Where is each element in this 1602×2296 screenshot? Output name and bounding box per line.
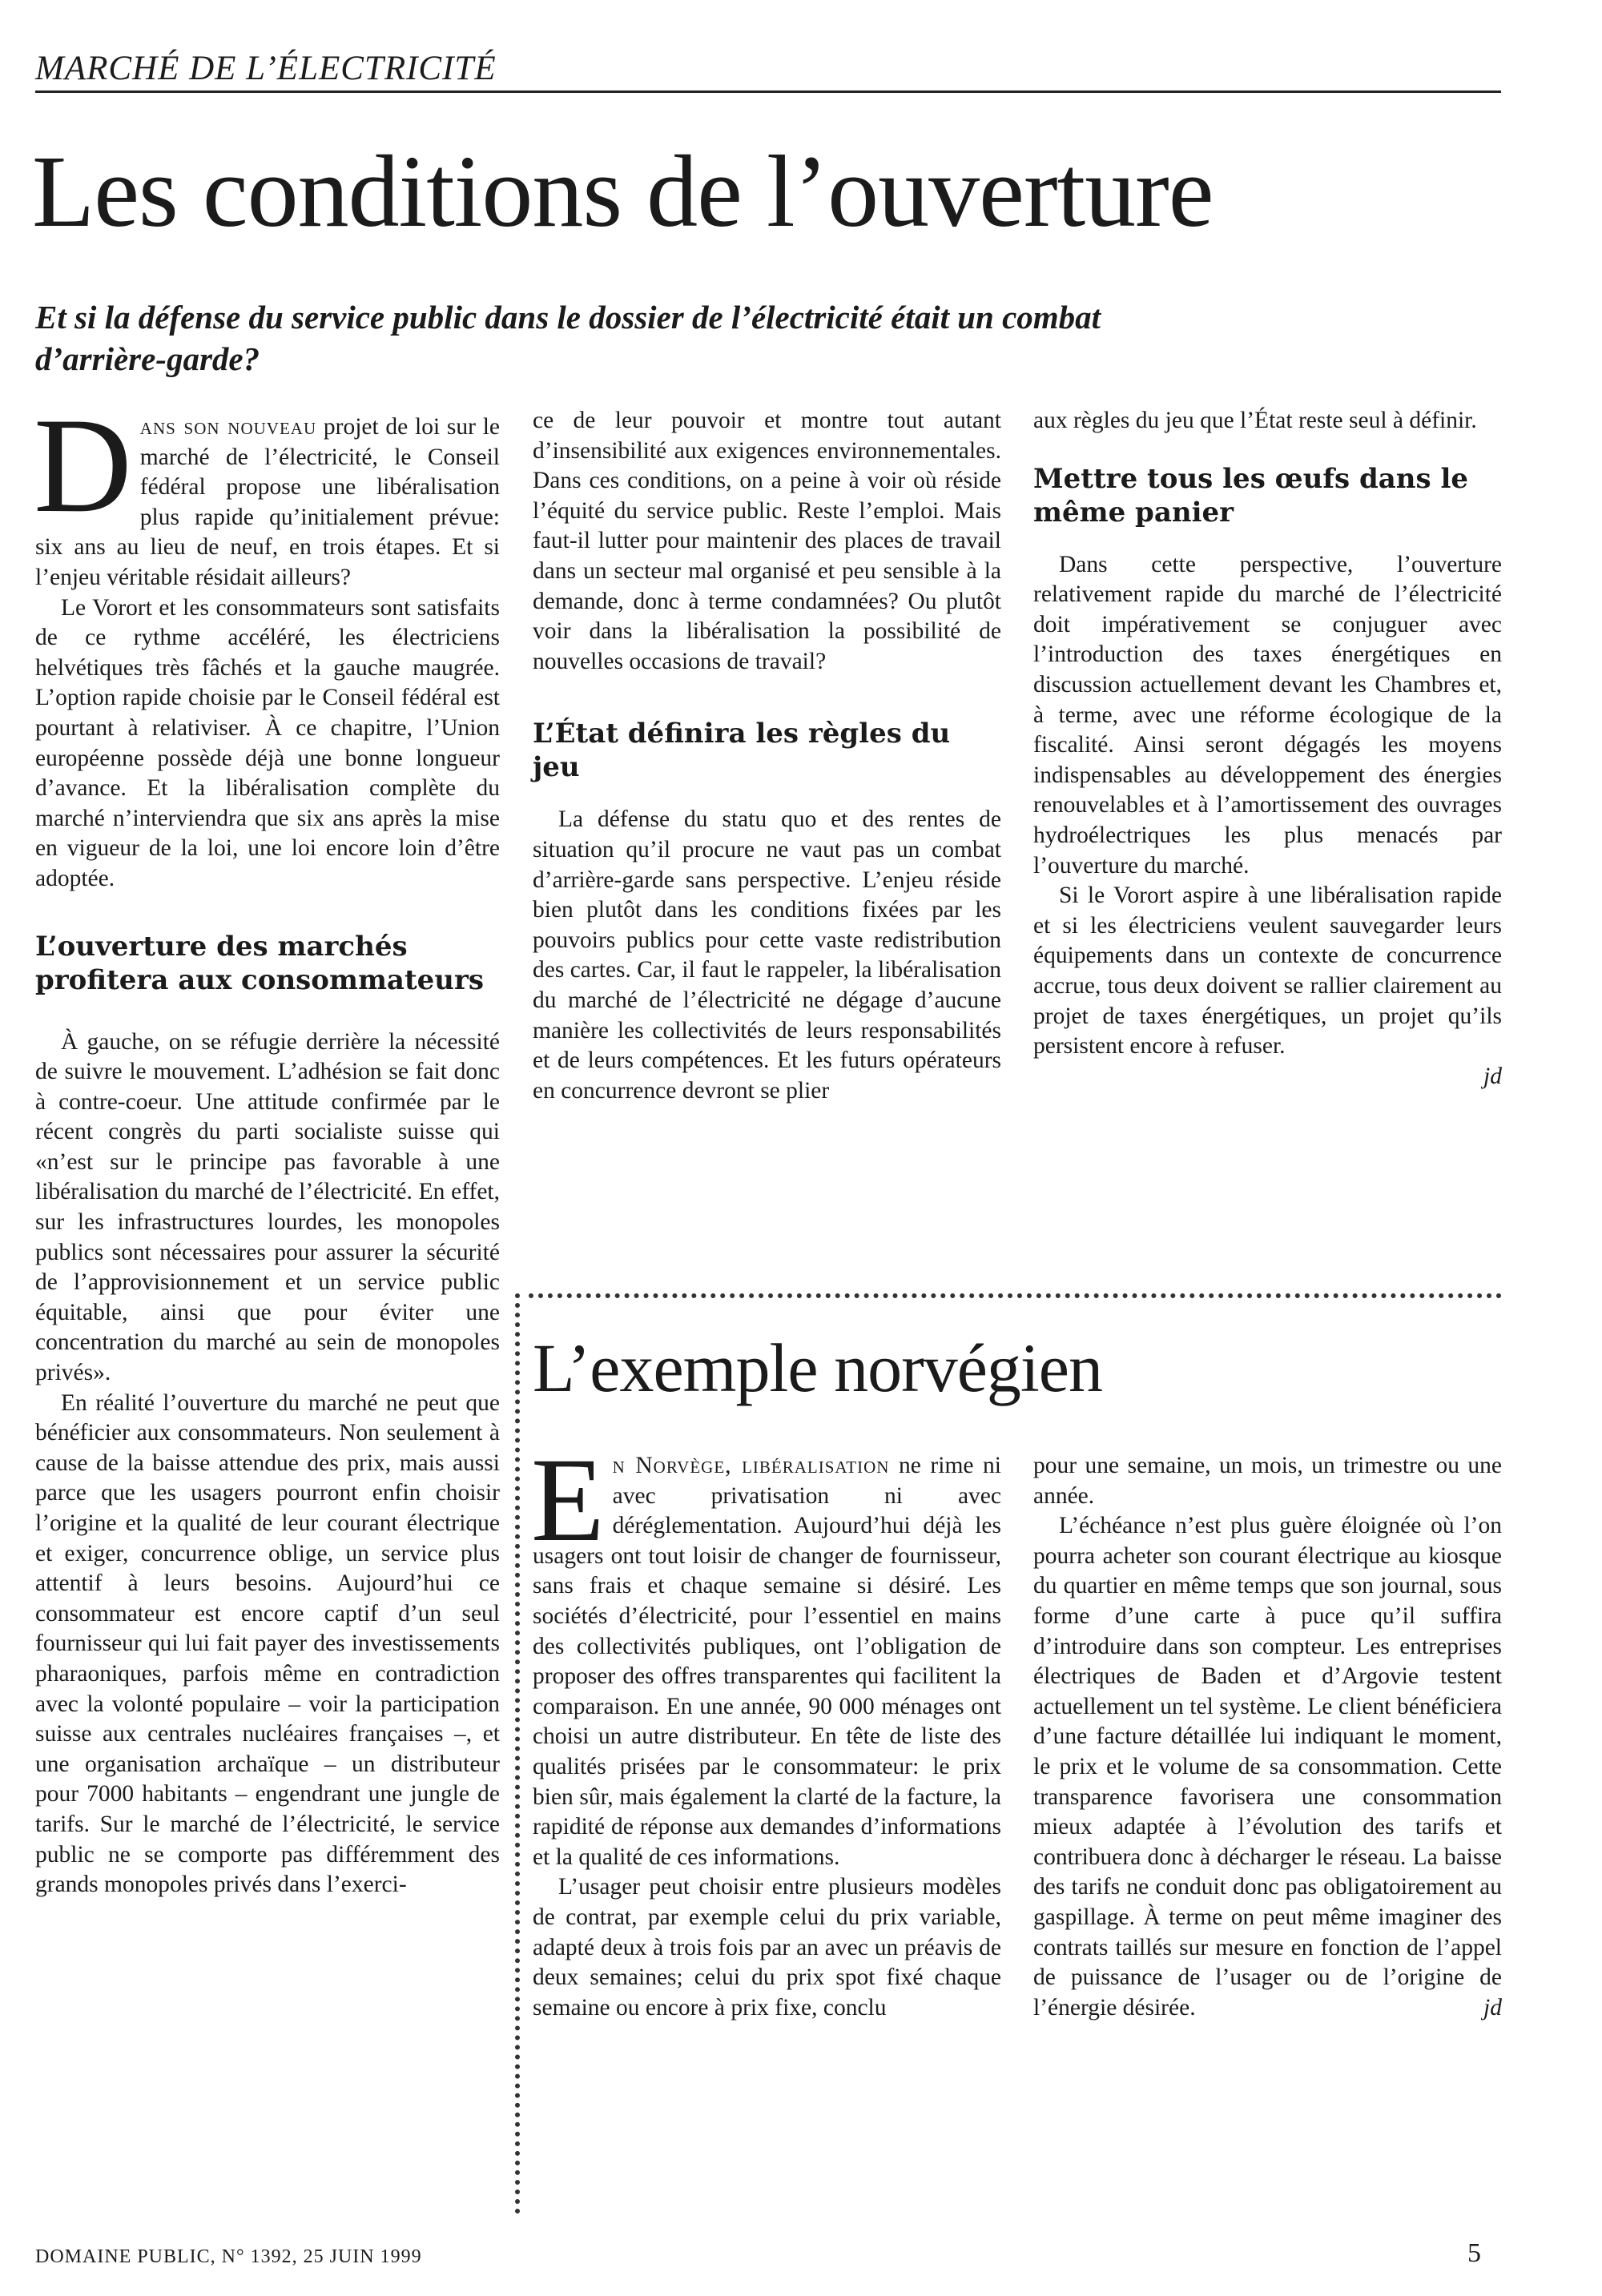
article-deck: Et si la défense du service public dans le dossier de l’électricité était un combat d’arrière-garde? bbox=[35, 299, 1101, 378]
article2-paragraph-3 bbox=[1033, 1511, 1502, 2023]
article2-title: L’exemple norvégien bbox=[533, 1329, 1102, 1406]
article2-column-2 bbox=[1033, 1451, 1502, 2023]
article2-paragraph-2-continued: pour une semaine, un mois, un trimestre ou une année. bbox=[1033, 1453, 1502, 1509]
article2-paragraph-2: L’usager peut choisir entre plusieurs modèles de contrat, par exemple celui du prix variable, adapté deux à trois fois par an avec un préavis de deux semaines; celui du prix spot fixé chaque semaine ou encore à prix fixe, conclu bbox=[533, 1874, 1001, 2021]
subheading: Mettre tous les œufs dans le même panier bbox=[1033, 462, 1468, 529]
paragraph-text: L’échéance n’est plus guère éloignée où l’on pourra acheter son courant électrique au kiosque du quartier en même temps que son journal, sous forme d’une carte à puce qu’il suffira d’introduire dans son compteur. Les entreprises électriques de Baden et d’Argovie testent actuellement un tel système. Le client bénéficiera d’une facture détaillée lui indiquant le moment, le prix et le volume de sa consommation. Cette transparence favorisera une consommation mieux adaptée à l’évolution des tarifs et contribuera donc à décharger le réseau. La baisse des tarifs ne conduit donc pas obligatoirement au gaspillage. À terme on peut même imaginer des contrats taillés sur mesure en fonction de l’appel de puissance de l’usager ou de l’origine de l’énergie désirée. bbox=[1033, 1513, 1502, 2021]
lead-in-smallcaps: ans son nouveau bbox=[139, 414, 317, 440]
section-rubric: MARCHÉ DE L’ÉLECTRICITÉ bbox=[35, 50, 1501, 93]
publication-footer: DOMAINE PUBLIC, N° 1392, 25 JUIN 1999 bbox=[35, 2246, 422, 2267]
paragraph-text: projet de loi sur le marché de l’électricité, le Conseil fédéral propose une libéralisation plus rapide qu’initialement prévue: six ans au lieu de neuf, en trois étapes. Et si l’enjeu véritable résidait ailleurs? bbox=[35, 414, 501, 590]
paragraph-text: ne rime ni avec privatisation ni avec déréglementation. Aujourd’hui déjà les usagers ont tout loisir de changer de fournisseur, sans frais et chaque semaine si désiré. Les sociétés d’électricité, pour l’essentiel en mains des collectivités publiques, ont l’obligation de proposer des offres transparentes qui facilitent la comparaison. En une année, 90 000 ménages ont choisi un autre distributeur. En tête de liste des qualités prisées par le consommateur: le prix bien sûr, mais également la clarté de la facture, la rapidité de réponse aux demandes d’informations et la qualité de ces informations. bbox=[533, 1453, 1002, 1870]
article1-paragraph-7: Si le Vorort aspire à une libéralisation rapide et si les électriciens veulent sauvegarder leurs équipements dans un contexte de concurrence accrue, tous deux doivent se rallier clairement au projet de taxes énergétiques, un projet qu’ils persistent encore à refuser. bbox=[1033, 883, 1502, 1060]
article2-column-1 bbox=[531, 1433, 1002, 2023]
article1-column-1 bbox=[34, 390, 501, 1900]
dotted-horizontal-divider bbox=[529, 1293, 1502, 1298]
article1-paragraph-4: En réalité l’ouverture du marché ne peut que bénéficier aux consommateurs. Non seulement à cause de la baisse attendue des prix, mais aussi parce que les usagers pourront enfin choisir l’origine et la qualité de leur courant électrique et exiger, concurrence oblige, un service plus attentif à leurs besoins. Aujourd’hui ce consommateur est encore captif d’un seul fournisseur qui lui fait payer des investissements pharaoniques, parfois même en contradiction avec la volonté populaire – voir la participation suisse aux centrales nucléaires françaises –, et une organisation archaïque – un distributeur pour 7000 habitants – engendrant une jungle de tarifs. Sur le marché de l’électricité, le service public ne se comporte pas différemment des grands monopoles privés dans l’exerci- bbox=[35, 1389, 500, 1898]
article-title: Les conditions de l’ouverture bbox=[32, 135, 1214, 248]
article1-column-2 bbox=[533, 406, 1001, 1106]
article1-paragraph-3: À gauche, on se réfugie derrière la nécessité de suivre le mouvement. L’adhésion se fait donc à contre-coeur. Une attitude confirmée par le récent congrès du parti socialiste suisse qui «n’est sur le principe pas favorable à une libéralisation du marché de l’électricité. En effet, sur les infrastructures lourdes, les monopoles publics sont nécessaires pour assurer la sécurité de l’approvisionnement et un service public équitable, ainsi que pour éviter une concentration du marché au sein de monopoles privés». bbox=[35, 1028, 500, 1386]
subheading: L’État définira les règles du jeu bbox=[533, 718, 951, 784]
dotted-vertical-divider bbox=[515, 1293, 520, 2214]
article2-paragraph-1 bbox=[531, 1433, 1002, 1872]
author-signature: jd bbox=[1483, 1063, 1502, 1089]
article1-column-3 bbox=[1033, 406, 1502, 1092]
subheading: L’ouverture des marchés profitera aux consommateurs bbox=[35, 930, 485, 996]
article1-paragraph-2: Le Vorort et les consommateurs sont satisfaits de ce rythme accéléré, les électriciens helvétiques très fâchés et la gauche maugrée. L’option rapide choisie par le Conseil fédéral est pourtant à relativiser. À ce chapitre, l’Union européenne possède déjà une bonne longueur d’avance. Et la libéralisation complète du marché n’interviendra que six ans après la mise en vigueur de la loi, une loi encore loin d’être adoptée. bbox=[35, 594, 500, 891]
article1-paragraph-5: La défense du statu quo et des rentes de situation qu’il procure ne vaut pas un combat d’arrière-garde sans perspective. L’enjeu réside bien plutôt dans les conditions fixées par les pouvoirs publics pour cette vaste redistribution des cartes. Car, il faut le rappeler, la libéralisation du marché de l’électricité ne dégage d’aucune manière les collectivités de leurs responsabilités et de leurs compétences. Et les futurs opérateurs en concurrence devront se plier bbox=[533, 806, 1001, 1104]
drop-cap: D bbox=[34, 390, 132, 541]
article1-paragraph-5-continued: aux règles du jeu que l’État reste seul à définir. bbox=[1033, 408, 1477, 433]
article1-paragraph-1 bbox=[34, 390, 501, 593]
lead-in-smallcaps: n Norvège, libéralisation bbox=[612, 1453, 890, 1478]
article1-paragraph-6: Dans cette perspective, l’ouverture relativement rapide du marché de l’électricité doit impérativement se conjuguer avec l’introduction des taxes énergétiques en discussion actuellement devant les Chambres et, à terme, avec une réforme écologique de la fiscalité. Ainsi seront dégagés les moyens indispensables au développement des énergies renouvelables et à l’amortissement des ouvrages hydroélectriques les plus menacés par l’ouverture du marché. bbox=[1033, 551, 1502, 879]
article1-paragraph-4-continued: ce de leur pouvoir et montre tout autant d’insensibilité aux exigences environnementales. Dans ces conditions, on a peine à voir où réside l’équité du service public. Reste l’emploi. Mais faut-il lutter pour maintenir des places de travail dans un secteur mal organisé et peu sensible à la demande, donc à terme condamnées? Ou plutôt voir dans la libéralisation la possibilité de nouvelles occasions de travail? bbox=[533, 408, 1001, 674]
drop-cap: E bbox=[531, 1433, 605, 1566]
page-number: 5 bbox=[1467, 2238, 1481, 2268]
author-signature: jd bbox=[1483, 1994, 1502, 2021]
